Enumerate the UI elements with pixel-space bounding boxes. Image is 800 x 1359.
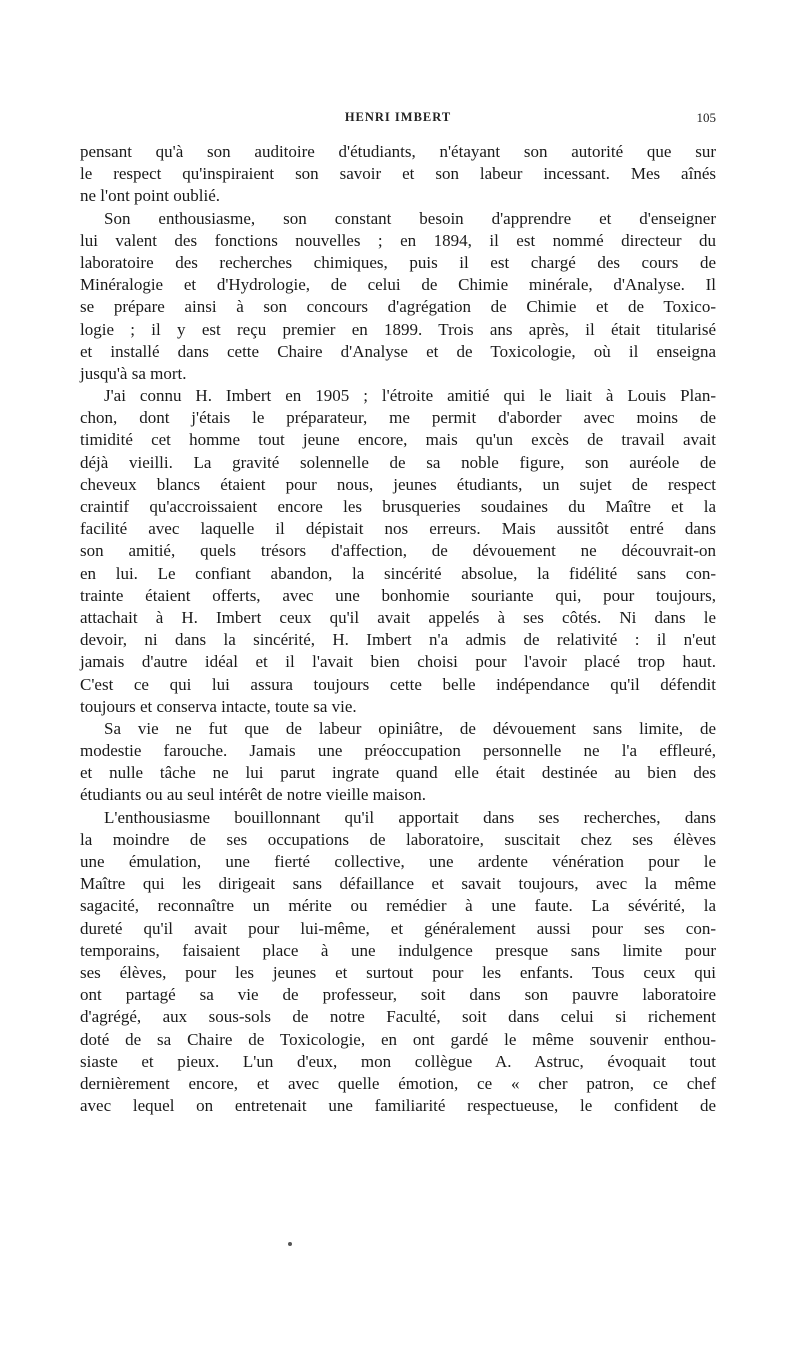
text-line: timidité cet homme tout jeune encore, mais qu'un excès de travail avait <box>80 430 716 450</box>
text-line: J'ai connu H. Imbert en 1905 ; l'étroite amitié qui le liait à Louis Plan- <box>104 386 716 406</box>
body-text <box>80 141 716 1117</box>
text-line: attachait à H. Imbert ceux qu'il avait appelés à ses côtés. Ni dans le <box>80 607 716 627</box>
text-line: d'agrégé, aux sous-sols de notre Faculté, soit dans celui si richement <box>80 1007 716 1027</box>
text-line: et nulle tâche ne lui parut ingrate quand elle était destinée au bien des <box>80 763 716 783</box>
text-line: ont partagé sa vie de professeur, soit dans son pauvre laboratoire <box>80 985 716 1005</box>
text-line: ses élèves, pour les jeunes et surtout pour les enfants. Tous ceux qui <box>80 962 716 982</box>
text-line: facilité avec laquelle il dépistait nos erreurs. Mais aussitôt entré dans <box>80 519 716 539</box>
text-line: déjà vieilli. La gravité solennelle de sa noble figure, son auréole de <box>80 452 716 472</box>
text-line: laboratoire des recherches chimiques, puis il est chargé des cours de <box>80 252 716 272</box>
text-line: Minéralogie et d'Hydrologie, de celui de Chimie minérale, d'Analyse. Il <box>80 275 716 295</box>
text-line: temporains, faisaient place à une indulgence presque sans limite pour <box>80 940 716 960</box>
text-line: trainte étaient offerts, avec une bonhomie souriante qui, pour toujours, <box>80 585 716 605</box>
text-line: dernièrement encore, et avec quelle émotion, ce « cher patron, ce chef <box>80 1073 716 1093</box>
text-line: C'est ce qui lui assura toujours cette belle indépendance qu'il défendit <box>80 674 716 694</box>
text-line: ne l'ont point oublié. <box>80 186 220 206</box>
text-line: Sa vie ne fut que de labeur opiniâtre, de dévouement sans limite, de <box>104 718 716 738</box>
page-number: 105 <box>696 110 716 125</box>
text-line: et installé dans cette Chaire d'Analyse et de Toxicologie, où il enseigna <box>80 341 716 361</box>
running-head <box>80 110 716 130</box>
text-line: chon, dont j'étais le préparateur, me permit d'aborder avec moins de <box>80 408 716 428</box>
text-line: jusqu'à sa mort. <box>80 363 187 383</box>
text-line: jamais d'autre idéal et il l'avait bien choisi pour l'avoir placé trop haut. <box>80 652 716 672</box>
print-speck <box>288 1242 292 1246</box>
text-line: se prépare ainsi à son concours d'agrégation de Chimie et de Toxico- <box>80 297 716 317</box>
text-line: devoir, ni dans la sincérité, H. Imbert n'a admis de relativité : il n'eut <box>80 630 716 650</box>
text-line: étudiants ou au seul intérêt de notre vieille maison. <box>80 785 427 805</box>
text-line: cheveux blancs étaient pour nous, jeunes étudiants, un sujet de respect <box>80 474 716 494</box>
text-line: modestie farouche. Jamais une préoccupation personnelle ne l'a effleuré, <box>80 741 716 761</box>
text-line: toujours et conserva intacte, toute sa vie. <box>80 696 357 716</box>
text-line: dureté qu'il avait pour lui-même, et généralement aussi pour ses con- <box>80 918 716 938</box>
text-line: son amitié, quels trésors d'affection, de dévouement ne découvrait-on <box>80 541 716 561</box>
text-line: craintif qu'accroissaient encore les brusqueries soudaines du Maître et la <box>80 497 716 516</box>
text-line: Son enthousiasme, son constant besoin d'apprendre et d'enseigner <box>104 208 716 228</box>
running-title: HENRI IMBERT <box>344 110 452 124</box>
text-line: Maître qui les dirigeait sans défaillance et savait toujours, avec la même <box>80 874 716 894</box>
text-line: L'enthousiasme bouillonnant qu'il apportait dans ses recherches, dans <box>104 807 716 827</box>
text-line: en lui. Le confiant abandon, la sincérité absolue, la fidélité sans con- <box>80 563 716 583</box>
text-line: la moindre de ses occupations de laboratoire, suscitait chez ses élèves <box>80 829 716 849</box>
text-line: avec lequel on entretenait une familiarité respectueuse, le confident de <box>80 1096 716 1116</box>
text-line: siaste et pieux. L'un d'eux, mon collègue A. Astruc, évoquait tout <box>80 1051 716 1071</box>
text-line: une émulation, une fierté collective, une ardente vénération pour le <box>80 852 716 871</box>
text-line: logie ; il y est reçu premier en 1899. Trois ans après, il était titularisé <box>80 319 716 339</box>
text-line: pensant qu'à son auditoire d'étudiants, n'étayant son autorité que sur <box>80 142 716 161</box>
text-line: le respect qu'inspiraient son savoir et son labeur incessant. Mes aînés <box>80 164 716 184</box>
text-line: sagacité, reconnaître un mérite ou remédier à une faute. La sévérité, la <box>80 896 716 916</box>
text-line: doté de sa Chaire de Toxicologie, en ont gardé le même souvenir enthou- <box>80 1029 716 1049</box>
text-line: lui valent des fonctions nouvelles ; en 1894, il est nommé directeur du <box>80 230 716 250</box>
